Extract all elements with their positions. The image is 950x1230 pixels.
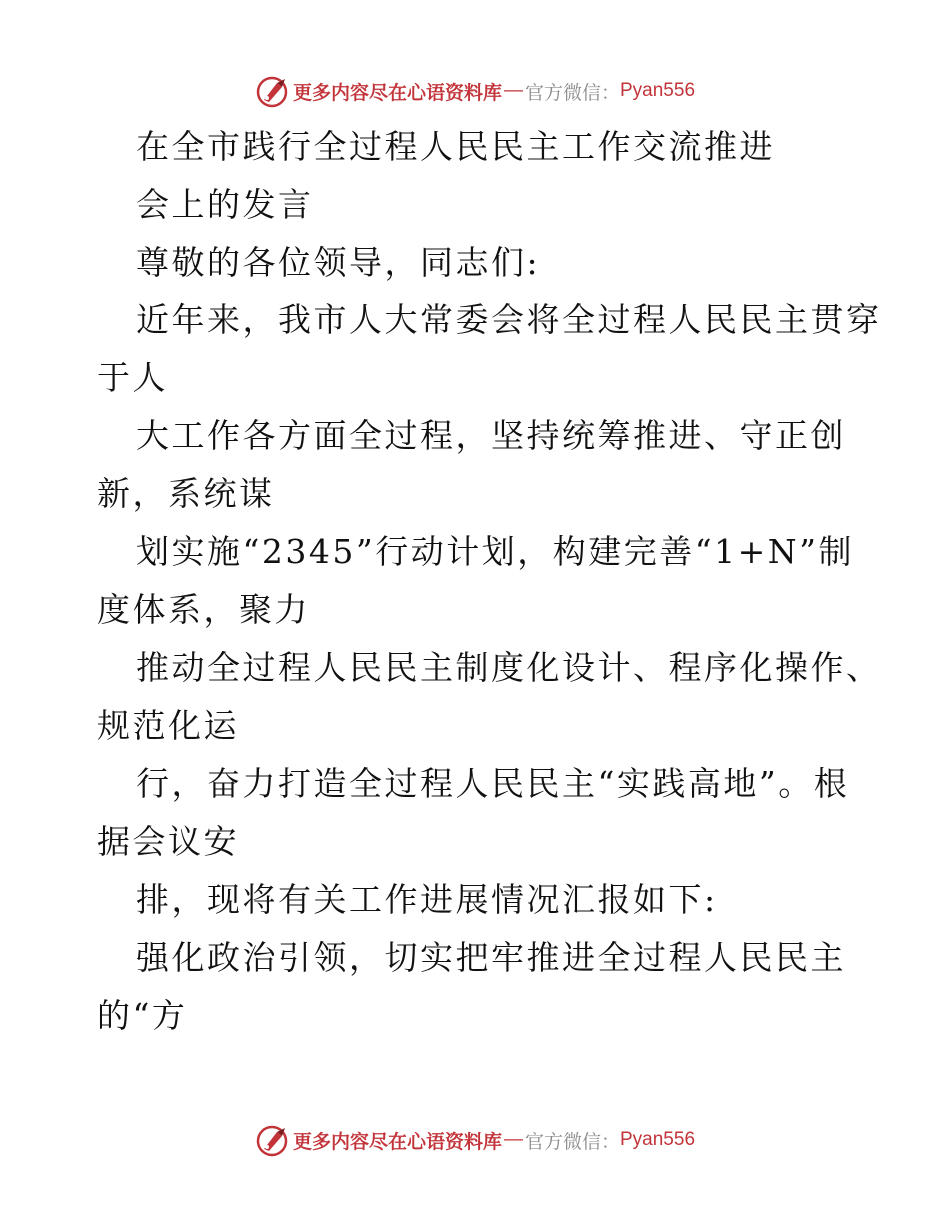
banner-dash: —	[503, 1129, 523, 1150]
body-line: 于人	[97, 358, 168, 397]
body-line: 大工作各方面全过程，坚持统筹推进、守正创	[136, 416, 846, 455]
banner-brand-text: 更多内容尽在心语资料库	[292, 81, 502, 104]
title-line-1: 在全市践行全过程人民民主工作交流推进	[136, 127, 775, 166]
body-line: 排，现将有关工作进展情况汇报如下:	[136, 880, 718, 919]
banner-official-label: 官方微信：	[524, 81, 620, 104]
banner-dash: —	[503, 80, 523, 101]
body-line: 行，奋力打造全过程人民民主“实践高地”。根	[136, 764, 850, 803]
title-line-2: 会上的发言	[136, 185, 314, 224]
body-line: 据会议安	[97, 822, 239, 861]
body-line: 规范化运	[97, 706, 239, 745]
body-line: 推动全过程人民民主制度化设计、程序化操作、	[136, 648, 882, 687]
header-banner	[0, 71, 950, 111]
banner-wechat-handle: Pyan556	[620, 80, 696, 101]
body-line: 的“方	[97, 996, 188, 1035]
body-line: 划实施“2345”行动计划，构建完善“1+N”制	[136, 532, 854, 571]
banner-wechat-handle: Pyan556	[620, 1129, 696, 1150]
banner-official-label: 官方微信：	[524, 1130, 620, 1153]
pen-logo-icon	[255, 73, 291, 109]
body-line: 新，系统谋	[97, 474, 275, 513]
body-line: 度体系，聚力	[97, 590, 310, 629]
body-line: 强化政治引领，切实把牢推进全过程人民民主	[136, 938, 846, 977]
pen-logo-icon	[255, 1122, 291, 1158]
footer-banner	[0, 1120, 950, 1160]
body-line: 近年来，我市人大常委会将全过程人民民主贯穿	[136, 300, 882, 339]
salutation: 尊敬的各位领导，同志们:	[136, 243, 541, 282]
banner-brand-text: 更多内容尽在心语资料库	[292, 1130, 502, 1153]
